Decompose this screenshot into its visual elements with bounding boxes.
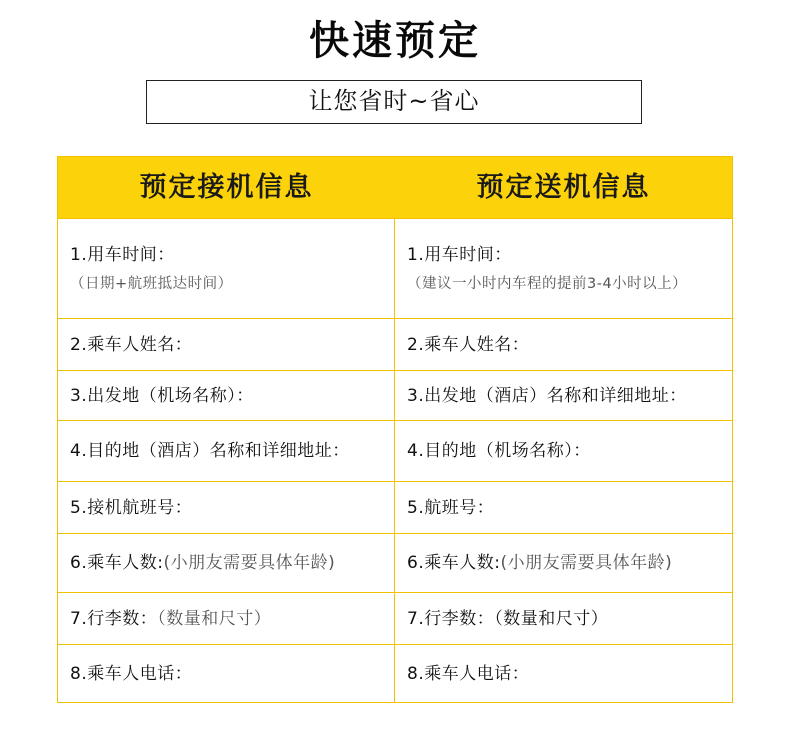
- pickup-passenger-count-cell: [58, 534, 395, 592]
- dropoff-luggage-label: 7.行李数：: [407, 608, 495, 629]
- dropoff-destination-cell: [395, 421, 732, 481]
- dropoff-passenger-name-cell: [395, 319, 732, 370]
- page-title: 快速预定: [309, 18, 481, 64]
- dropoff-luggage-note: （数量和尺寸）: [494, 608, 609, 629]
- dropoff-flight-label: 5.航班号：: [407, 497, 495, 518]
- pickup-time-label: 1.用车时间：: [70, 244, 175, 265]
- pickup-luggage-label: 7.行李数：: [70, 608, 158, 629]
- pickup-luggage-cell: [58, 593, 395, 644]
- dropoff-phone-label: 8.乘车人电话：: [407, 663, 530, 684]
- dropoff-passenger-name-label: 2.乘车人姓名：: [407, 334, 530, 355]
- pickup-passenger-name-cell: [58, 319, 395, 370]
- table-row: [58, 592, 732, 644]
- pickup-passenger-count-text: [70, 552, 394, 574]
- dropoff-time-cell: [395, 219, 732, 318]
- table-row: [58, 533, 732, 592]
- pickup-phone-label: 8.乘车人电话：: [70, 663, 193, 684]
- pickup-origin-cell: [58, 371, 395, 420]
- dropoff-luggage-cell: [395, 593, 732, 644]
- dropoff-origin-cell: [395, 371, 732, 420]
- pickup-time-note: （日期+航班抵达时间）: [70, 275, 233, 292]
- dropoff-flight-cell: [395, 482, 732, 533]
- dropoff-passenger-count-label: 6.乘车人数:: [407, 553, 501, 573]
- table-header-row: [58, 157, 732, 218]
- dropoff-header: 预定送机信息: [476, 172, 651, 203]
- booking-info-table: [57, 156, 733, 703]
- table-row: [58, 318, 732, 370]
- dropoff-destination-label: 4.目的地（机场名称）：: [407, 441, 591, 461]
- pickup-luggage-text: [70, 608, 394, 630]
- pickup-passenger-count-label: 6.乘车人数:: [70, 553, 164, 573]
- dropoff-phone-cell: [395, 645, 732, 702]
- dropoff-origin-label: 3.出发地（酒店）名称和详细地址：: [407, 385, 687, 406]
- dropoff-time-note: （建议一小时内车程的提前3-4小时以上）: [407, 275, 688, 292]
- pickup-passenger-count-note: (小朋友需要具体年龄): [163, 553, 336, 573]
- dropoff-luggage-text: [407, 608, 732, 630]
- table-row: [58, 420, 732, 481]
- table-row: [58, 644, 732, 702]
- dropoff-passenger-count-cell: [395, 534, 732, 592]
- pickup-luggage-note: （数量和尺寸）: [157, 608, 272, 629]
- pickup-flight-label: 5.接机航班号：: [70, 497, 193, 518]
- table-row: [58, 481, 732, 533]
- subtitle-banner: 让您省时~省心: [146, 80, 642, 124]
- dropoff-passenger-count-note: (小朋友需要具体年龄): [500, 553, 673, 573]
- dropoff-passenger-count-text: [407, 552, 732, 574]
- pickup-passenger-name-label: 2.乘车人姓名：: [70, 334, 193, 355]
- pickup-time-cell: [58, 219, 395, 318]
- dropoff-time-label: 1.用车时间：: [407, 244, 512, 265]
- pickup-header: 预定接机信息: [139, 172, 314, 203]
- pickup-flight-cell: [58, 482, 395, 533]
- pickup-phone-cell: [58, 645, 395, 702]
- pickup-destination-label: 4.目的地（酒店）名称和详细地址：: [70, 441, 350, 461]
- pickup-origin-label: 3.出发地（机场名称）：: [70, 385, 254, 406]
- table-row: [58, 218, 732, 318]
- pickup-destination-cell: [58, 421, 395, 481]
- table-row: [58, 370, 732, 420]
